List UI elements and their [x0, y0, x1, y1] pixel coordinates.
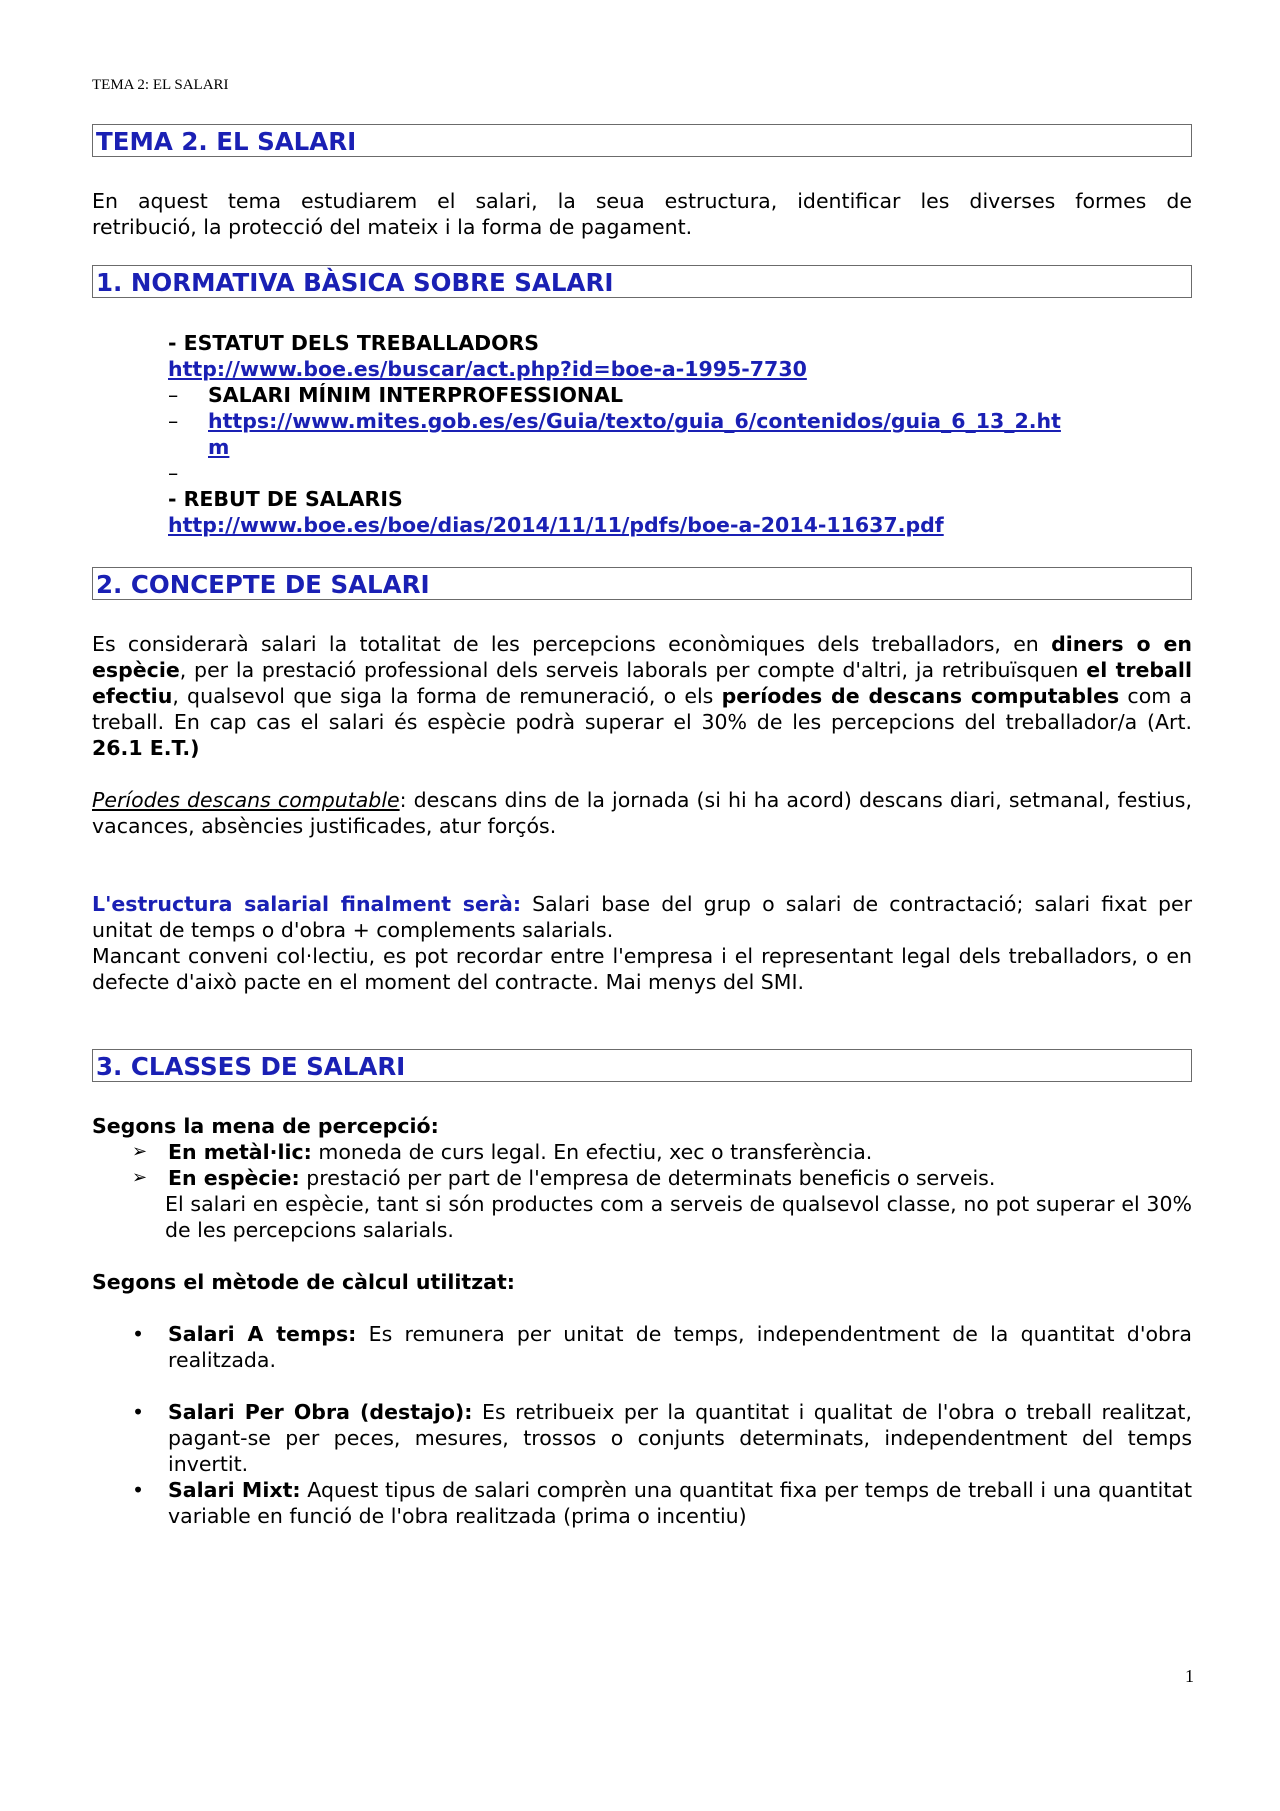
dash-mark: – — [168, 461, 179, 485]
page-title: TEMA 2. EL SALARI — [96, 127, 357, 156]
page-number: 1 — [1185, 1666, 1194, 1686]
rebut-label: - REBUT DE SALARIS — [168, 487, 403, 511]
arrow-bullet-icon: ➢ — [132, 1167, 148, 1188]
smi-link-continued[interactable]: m — [208, 435, 230, 459]
running-header: TEMA 2: EL SALARI — [92, 77, 229, 93]
empty-dash-row — [168, 460, 208, 486]
section1-heading: 1. NORMATIVA BÀSICA SOBRE SALARI — [96, 268, 614, 297]
bullet-icon: • — [132, 1400, 145, 1424]
dash-mark: – — [168, 383, 179, 407]
document-page: TEMA 2: EL SALARI TEMA 2. EL SALARI En aquest tema estudiarem el salari, la seua estructura, identificar les diverses formes de retribució, la protecció del mateix i la forma de pagament. 1. NORMATIVA BÀSICA SOBRE SALARI - ESTATUT DELS TREBALLADORS http://www.boe.es/buscar/act.php?id=boe-a-1995-7730 – SALARI MÍNIM INTERPROFESSIONAL – https://www.mites.gob.es/es/Guia/texto/guia_6/contenidos/guia_6_13_2.ht m – - REBUT DE SALARIS http://www.boe.es/boe/dias/2014/11/11/pdfs/boe-a-2014-11637.pdf 2. CONCEPTE DE SALARI Es considerarà salari la totalitat de les percepcions econòmiques dels treballadors, en diners o en espècie, per la prestació professional dels serveis laborals per compte d'altri, ja retribuïsquen el treball efectiu, qualsevol que siga la forma de remuneració, o els períodes de descans computables com a treball. En cap cas el salari és espècie podrà superar el 30% de les percepcions del treballador/a (Art. 26.1 E.T.) Períodes descans computable: descans dins de la jornada (si hi ha acord) descans diari, setmanal, festius, vacances, absències justificades, atur forçós. L'estructura salarial finalment serà: Salari base del grup o salari de contractació; salari fixat per unitat de temps o d'obra + complements salarials. Mancant conveni col·lectiu, es pot recordar entre l'empresa i el representant legal dels treballadors, o en defecte d'això pacte en el moment del contracte. Mai menys del SMI. 3. CLASSES DE SALARI Segons la mena de percepció: ➢ En metàl·lic: moneda de curs legal. En efectiu, xec o transferència. ➢ En espècie: prestació per part de l'empresa de determinats beneficis o serveis. El salari en espècie, tant si són productes com a serveis de qualsevol classe, no pot superar el 30% de les percepcions salarials. Segons el mètode de càlcul utilitzat: • Salari A temps: Es remunera per unitat de temps, independentment de la quantitat d'obra realitzada. • Salari Per Obra (destajo): Es retribueix per la quantitat i qualitat de l'obra o treball realitzat, pagant-se per peces, mesures, trossos o conjunts determinats, independentment del temps invertit. • Salari Mixt: Aquest tipus de salari comprèn una quantitat fixa per temps de treball i una quantitat variable en funció de l'obra realitzada (prima o incentiu) 1 — [92, 77, 1194, 1686]
smi-link[interactable]: https://www.mites.gob.es/es/Guia/texto/guia_6/contenidos/guia_6_13_2.ht — [208, 409, 1061, 433]
bullet-icon: • — [132, 1478, 145, 1502]
section2-heading: 2. CONCEPTE DE SALARI — [96, 570, 430, 599]
smi-label-row — [168, 382, 623, 408]
list-item: • Salari Per Obra (destajo): Es retribueix per la quantitat i qualitat de l'obra o treball realitzat, pagant-se per peces, mesures, trossos o conjunts determinats, independentment del temps invertit. — [132, 1400, 1192, 1476]
dash-mark: – — [168, 409, 179, 433]
title-box — [92, 124, 1192, 157]
rebut-link[interactable]: http://www.boe.es/boe/dias/2014/11/11/pdfs/boe-a-2014-11637.pdf — [168, 513, 944, 537]
smi-link-row-2 — [168, 434, 229, 460]
estructura-paragraph: L'estructura salarial finalment serà: Salari base del grup o salari de contractació; salari fixat per unitat de temps o d'obra + complements salarials. — [92, 892, 1193, 942]
rebut-link-row — [168, 512, 944, 538]
bullet-icon: • — [132, 1322, 145, 1346]
smi-link-row — [168, 408, 1061, 434]
periodes-paragraph: Períodes descans computable: descans dins de la jornada (si hi ha acord) descans diari, setmanal, festius, vacances, absències justificades, atur forçós. — [92, 788, 1192, 838]
estatut-link-row — [168, 356, 807, 382]
calcul-subheading: Segons el mètode de càlcul utilitzat: — [92, 1270, 515, 1294]
list-item: • Salari Mixt: Aquest tipus de salari comprèn una quantitat fixa per temps de treball i una quantitat variable en funció de l'obra realitzada (prima o incentiu) — [132, 1478, 1192, 1528]
intro-line-2: retribució, la protecció del mateix i la forma de pagament. — [92, 215, 693, 239]
estatut-label: - ESTATUT DELS TREBALLADORS — [168, 331, 540, 355]
estatut-link[interactable]: http://www.boe.es/buscar/act.php?id=boe-a-1995-7730 — [168, 357, 807, 381]
conveni-paragraph: Mancant conveni col·lectiu, es pot recordar entre l'empresa i el representant legal dels treballadors, o en defecte d'això pacte en el moment del contracte. Mai menys del SMI. — [92, 944, 1192, 994]
intro-line-1: En aquest tema estudiarem el salari, la seua estructura, identificar les diverses formes de — [92, 189, 1192, 213]
section3-box — [92, 1049, 1192, 1082]
especie-note: El salari en espècie, tant si són productes com a serveis de qualsevol classe, no pot superar el 30% de les percepcions salarials. — [165, 1192, 1192, 1242]
concepte-paragraph: Es considerarà salari la totalitat de les percepcions econòmiques dels treballadors, en diners o en espècie, per la prestació professional dels serveis laborals per compte d'altri, ja retribuïsquen el treball efectiu, qualsevol que siga la forma de remuneració, o els períodes de descans computables com a treball. En cap cas el salari és espècie podrà superar el 30% de les percepcions del treballador/a (Art. 26.1 E.T.) — [92, 632, 1192, 760]
periodes-term: Períodes descans computable — [92, 788, 400, 812]
smi-label: SALARI MÍNIM INTERPROFESSIONAL — [208, 383, 624, 407]
section2-box — [92, 567, 1192, 600]
section3-heading: 3. CLASSES DE SALARI — [96, 1052, 406, 1081]
percepcio-subheading: Segons la mena de percepció: — [92, 1114, 439, 1138]
list-item: • Salari A temps: Es remunera per unitat de temps, independentment de la quantitat d'obra realitzada. — [132, 1322, 1192, 1372]
section1-box — [92, 265, 1192, 298]
estructura-lead: L'estructura salarial finalment serà: — [92, 892, 522, 916]
arrow-bullet-icon: ➢ — [132, 1141, 148, 1162]
